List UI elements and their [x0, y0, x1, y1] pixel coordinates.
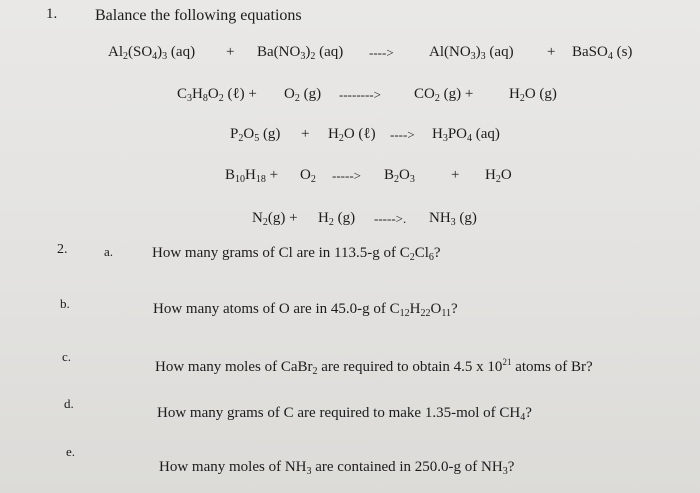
- problem-2-number: 2.: [57, 242, 68, 257]
- eq2-arrow: -------->: [339, 87, 381, 102]
- eq1-reactant-2: $Ba(NO_3)_2$ (aq): [257, 44, 344, 62]
- eq3-reactant-1: $P_2O_5$ (g): [230, 126, 281, 144]
- eq1-reactant-1: $Al_2(SO_4)_3$ (aq): [108, 44, 196, 62]
- part-a-letter: a.: [104, 244, 114, 259]
- part-c-question: How many moles of CaBr$_2$ are required to obtain 4.5 x $10^{21}$ atoms of Br?: [155, 357, 593, 377]
- part-b-letter: b.: [60, 296, 70, 311]
- eq1-plus-2: +: [547, 44, 556, 60]
- problem-1-heading: Balance the following equations: [95, 7, 302, 24]
- eq5-reactant-1: $N_2(g)$ +: [252, 210, 298, 228]
- eq4-reactant-1: $B_{10}H_{18}$ +: [225, 167, 279, 185]
- eq5-arrow: ----->.: [374, 211, 407, 226]
- eq3-plus-1: +: [301, 126, 310, 142]
- eq4-product-2: $H_2O$: [485, 167, 512, 185]
- equation-1: [108, 44, 195, 62]
- part-e-letter: e.: [66, 444, 76, 459]
- eq2-product-2: $H_2O$ (g): [509, 86, 557, 104]
- eq5-product-1: $NH_3$ (g): [429, 210, 477, 228]
- eq4-arrow: ----->: [332, 168, 361, 183]
- eq1-product-1: $Al(NO_3)_3$ (aq): [429, 44, 514, 62]
- part-b-question: How many atoms of O are in 45.0-g of $C_{12}H_{22}O_{11}$?: [153, 301, 458, 319]
- eq1-plus-1: +: [226, 44, 235, 60]
- eq4-reactant-2: $O_2$: [300, 167, 316, 185]
- problem-1-number: 1.: [46, 6, 58, 22]
- part-d-question: How many grams of C are required to make 1.35-mol of $CH_4$?: [157, 405, 532, 423]
- eq2-reactant-2: $O_2$ (g): [284, 86, 322, 104]
- eq4-plus-2: +: [451, 167, 460, 183]
- part-c-letter: c.: [62, 349, 72, 364]
- eq1-arrow: ---->: [369, 45, 394, 60]
- part-a-question: How many grams of Cl are in 113.5-g of $C_2Cl_6$?: [152, 245, 441, 263]
- eq3-product-1: $H_3PO_4$ (aq): [432, 126, 500, 144]
- eq2-reactant-1: $C_3H_8O_2$ (ℓ) +: [177, 86, 257, 104]
- eq3-reactant-2: $H_2O$ (ℓ): [328, 126, 376, 144]
- eq3-arrow: ---->: [390, 127, 415, 142]
- eq1-product-2: BaSO$_4$ (s): [572, 44, 633, 62]
- part-e-question: How many moles of $NH_3$ are contained in 250.0-g of $NH_3$?: [159, 459, 515, 477]
- eq2-product-1: $CO_2$ (g) +: [414, 86, 474, 104]
- part-d-letter: d.: [64, 396, 74, 411]
- eq4-product-1: $B_2O_3$: [384, 167, 415, 185]
- eq5-reactant-2: $H_2$ (g): [318, 210, 356, 228]
